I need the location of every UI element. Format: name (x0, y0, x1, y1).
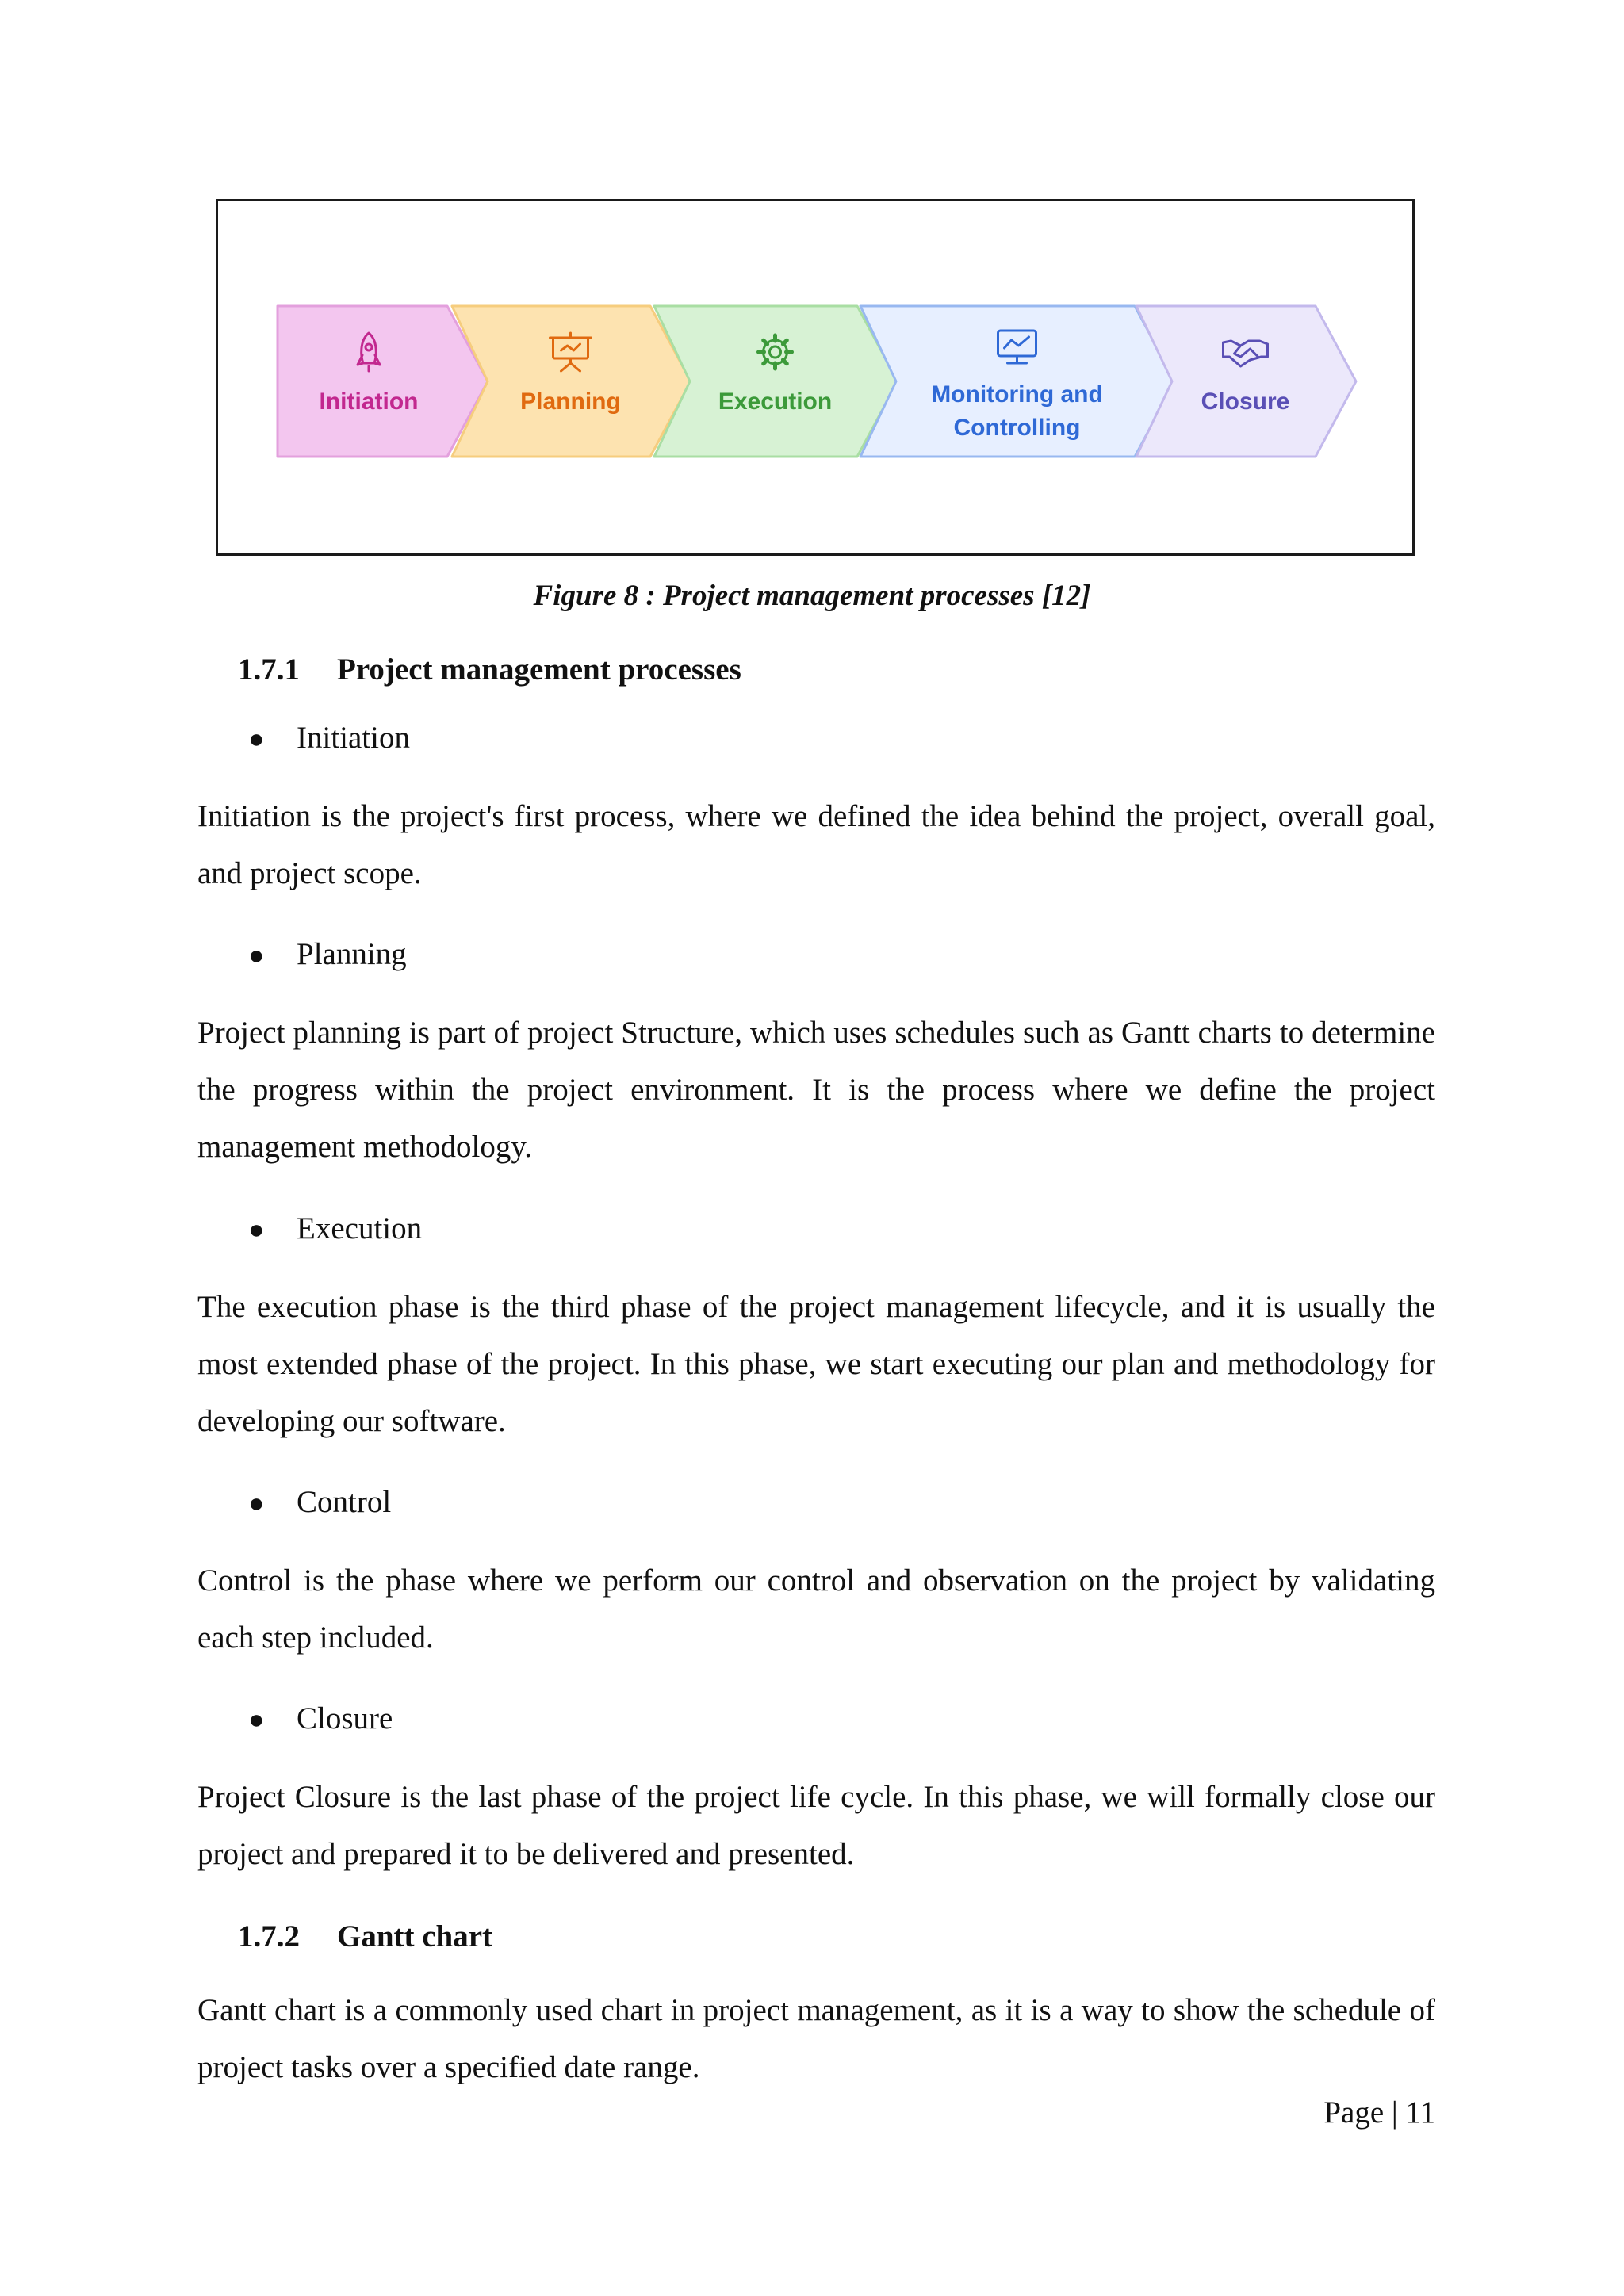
bullet-label: Initiation (297, 721, 410, 755)
stage-label: Closure (1201, 388, 1290, 415)
bullet-dot: ● (248, 1705, 265, 1735)
section-title: Project management processes (337, 652, 741, 687)
bullet-closure (248, 1701, 393, 1736)
bullet-label: Closure (297, 1701, 393, 1735)
process-diagram (218, 201, 1412, 553)
paragraph-execution: The execution phase is the third phase of the project management lifecycle, and it is usually the most extended phase of the project. In this phase, we start executing our plan and methodology for developing our software. (197, 1290, 1435, 1438)
paragraph-closure: Project Closure is the last phase of the project life cycle. In this phase, we will formally close our project and prepared it to be delivered and presented. (197, 1780, 1435, 1871)
bullet-dot: ● (248, 941, 265, 970)
section-number: 1.7.1 (238, 652, 300, 687)
stage-label: Monitoring and (931, 381, 1103, 408)
bullet-label: Control (297, 1485, 392, 1519)
section-heading-gantt (238, 1919, 492, 1954)
stage-initiation (278, 306, 488, 457)
section-title: Gantt chart (337, 1919, 493, 1954)
stage-chevron (278, 306, 488, 457)
paragraph-initiation: Initiation is the project's first process, where we defined the idea behind the project, overall goal, and project scope. (197, 799, 1435, 890)
bullet-control (248, 1484, 391, 1520)
bullet-planning (248, 936, 407, 972)
bullet-label: Execution (297, 1211, 423, 1246)
bullet-execution (248, 1211, 422, 1246)
bullet-dot: ● (248, 725, 265, 754)
bullet-initiation (248, 720, 410, 756)
stage-label: Initiation (319, 388, 419, 415)
stage-chevron (452, 306, 691, 457)
stage-label: Execution (718, 388, 833, 415)
stage-planning (452, 306, 691, 457)
bullet-dot: ● (248, 1489, 265, 1518)
paragraph-gantt: Gantt chart is a commonly used chart in project management, as it is a way to show the schedule of project tasks over a specified date range. (197, 1993, 1435, 2084)
stage-execution (654, 306, 898, 457)
figure-caption: Figure 8 : Project management processes [12] (533, 580, 1091, 612)
page-number: Page | 11 (1323, 2095, 1435, 2130)
bullet-label: Planning (297, 937, 407, 971)
stage-label: Controlling (953, 415, 1081, 441)
stage-chevron (654, 306, 898, 457)
paragraph-planning: Project planning is part of project Structure, which uses schedules such as Gantt charts to determine the progress within the project environment. It is the process where we define the project management methodology. (197, 1016, 1435, 1164)
section-number: 1.7.2 (238, 1919, 300, 1954)
stage-monitoring-and-controlling (860, 306, 1175, 457)
stage-label: Planning (520, 388, 621, 415)
bullet-dot: ● (248, 1215, 265, 1245)
paragraph-control: Control is the phase where we perform our control and observation on the project by validating each step included. (197, 1563, 1435, 1655)
figure-frame (216, 199, 1415, 556)
section-heading-processes (238, 652, 741, 687)
